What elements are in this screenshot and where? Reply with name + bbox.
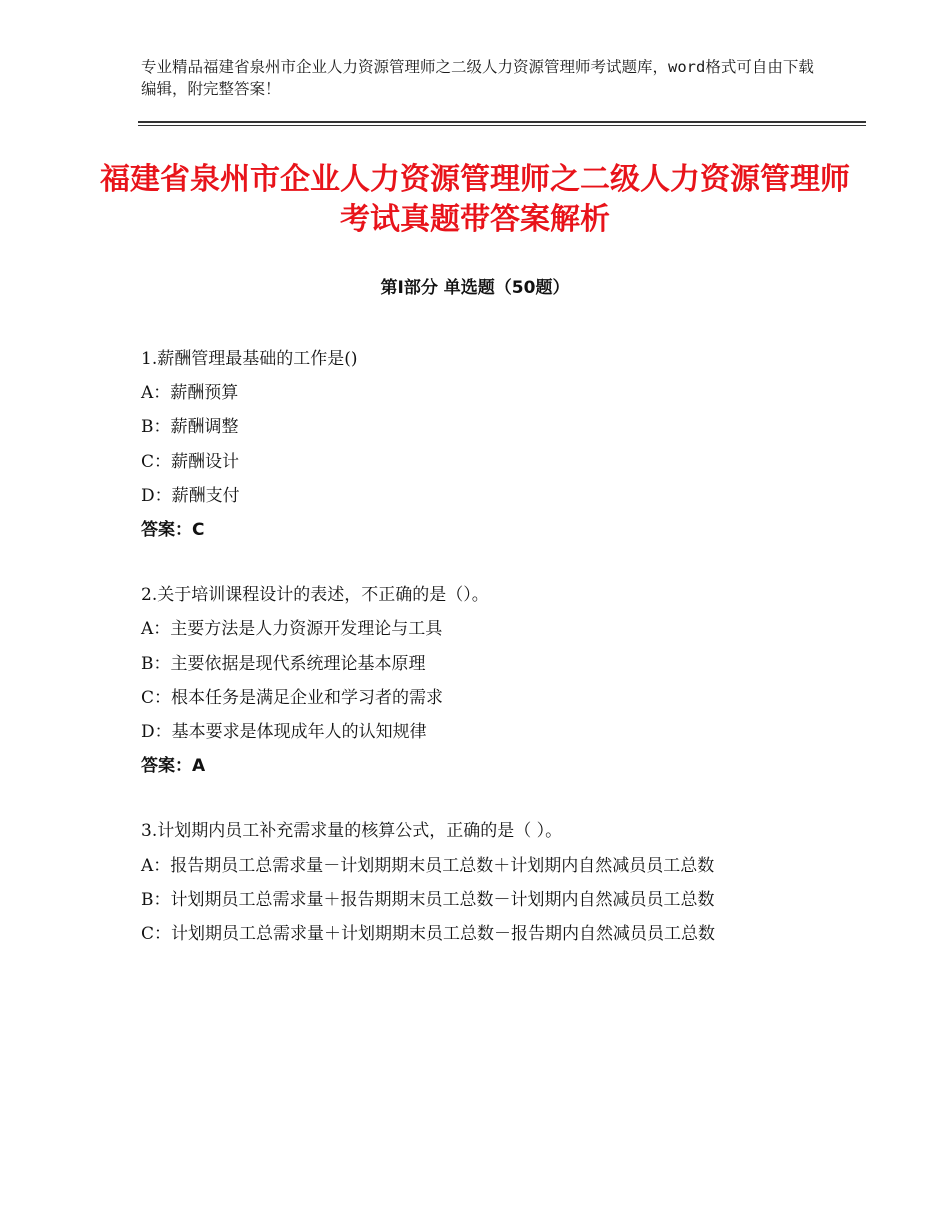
section-title: 第Ⅰ部分 单选题（50题） [380, 278, 570, 298]
option-a: A：主要方法是人力资源开发理论与工具 [141, 619, 443, 640]
option-b: B：薪酬调整 [141, 417, 239, 438]
document-title: 福建省泉州市企业人力资源管理师之二级人力资源管理师考试真题带答案解析 [100, 162, 850, 237]
question-3 [141, 814, 811, 951]
option-c: C：根本任务是满足企业和学习者的需求 [141, 687, 444, 708]
option-b: B：主要依据是现代系统理论基本原理 [141, 653, 426, 674]
question-stem: 3.计划期内员工补充需求量的核算公式，正确的是（ ）。 [141, 821, 563, 842]
option-a: A：报告期员工总需求量－计划期期末员工总数＋计划期内自然减员员工总数 [141, 855, 715, 876]
option-c: C：计划期员工总需求量＋计划期期末员工总数－报告期内自然减员员工总数 [141, 924, 716, 945]
answer: 答案：A [141, 756, 206, 777]
header-divider [138, 121, 866, 126]
question-1 [141, 342, 811, 547]
option-b: B：计划期员工总需求量＋报告期期末员工总数－计划期内自然减员员工总数 [141, 889, 715, 910]
option-d: D：薪酬支付 [141, 485, 240, 506]
answer: 答案：C [141, 520, 205, 541]
option-c: C：薪酬设计 [141, 451, 240, 472]
option-d: D：基本要求是体现成年人的认知规律 [141, 722, 427, 743]
question-list [141, 342, 811, 982]
question-2 [141, 578, 811, 783]
question-stem: 2.关于培训课程设计的表述，不正确的是（）。 [141, 585, 489, 606]
option-a: A：薪酬预算 [141, 383, 239, 404]
question-stem: 1.薪酬管理最基础的工作是() [141, 349, 358, 369]
header-note: 专业精品福建省泉州市企业人力资源管理师之二级人力资源管理师考试题库，word格式可自由下载编辑，附完整答案！ [141, 58, 814, 98]
